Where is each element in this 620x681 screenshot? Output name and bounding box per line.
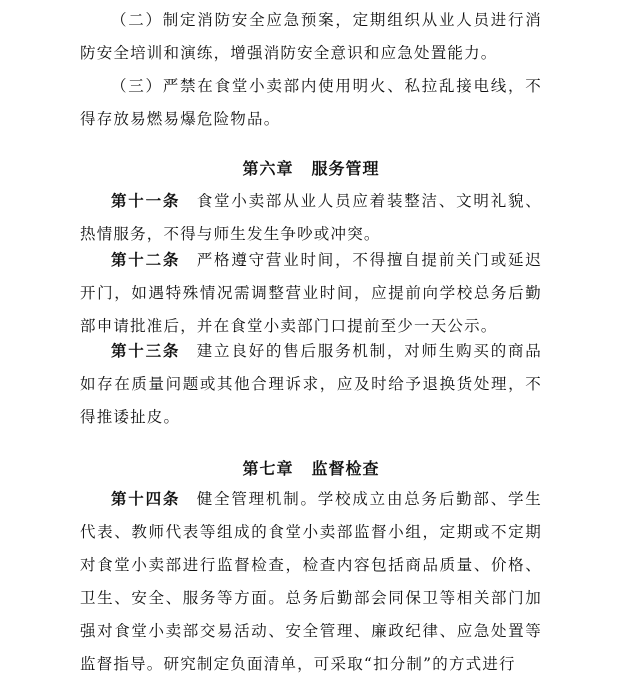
article-11-label: 第十一条 (111, 192, 181, 210)
article-13-text: 建立良好的售后服务机制，对师生购买的商品如存在质量问题或其他合理诉求，应及时给予退换货处理，不得推诿扯皮。 (80, 342, 542, 426)
chapter-7-heading (80, 457, 542, 481)
article-14-label: 第十四条 (111, 490, 181, 508)
article-14-text: 健全管理机制。学校成立由总务后勤部、学生代表、教师代表等组成的食堂小卖部监督小组，定期或不定期对食堂小卖部进行监督检查，检查内容包括商品质量、价格、卫生、安全、服务等方面。总务后勤部会同保卫等相关部门加强对食堂小卖部交易活动、安全管理、廉政纪律、应急处置等监督指导。研究制定负面清单，可采取“扣分制”的方式进行 (80, 490, 542, 673)
section-item-2 (80, 4, 542, 70)
article-12-label: 第十二条 (111, 251, 181, 269)
chapter-7-number: 第七章 (242, 459, 294, 478)
section-item-3-text: （三）严禁在食堂小卖部内使用明火、私拉乱接电线，不得存放易燃易爆危险物品。 (80, 77, 542, 128)
article-11 (80, 185, 542, 251)
article-14 (80, 483, 542, 681)
article-11-text: 食堂小卖部从业人员应着装整洁、文明礼貌、热情服务，不得与师生发生争吵或冲突。 (80, 192, 542, 243)
article-12-text: 严格遵守营业时间，不得擅自提前关门或延迟开门，如遇特殊情况需调整营业时间，应提前向学校总务后勤部申请批准后，并在食堂小卖部门口提前至少一天公示。 (80, 251, 542, 335)
chapter-6-number: 第六章 (242, 159, 294, 178)
article-12 (80, 244, 542, 343)
chapter-6-heading (80, 157, 542, 181)
section-item-3 (80, 70, 542, 136)
article-13 (80, 335, 542, 434)
section-item-2-text: （二）制定消防安全应急预案，定期组织从业人员进行消防安全培训和演练，增强消防安全意识和应急处置能力。 (80, 11, 542, 62)
article-13-label: 第十三条 (111, 342, 181, 360)
chapter-6-title: 服务管理 (311, 159, 380, 178)
chapter-7-title: 监督检查 (311, 459, 380, 478)
